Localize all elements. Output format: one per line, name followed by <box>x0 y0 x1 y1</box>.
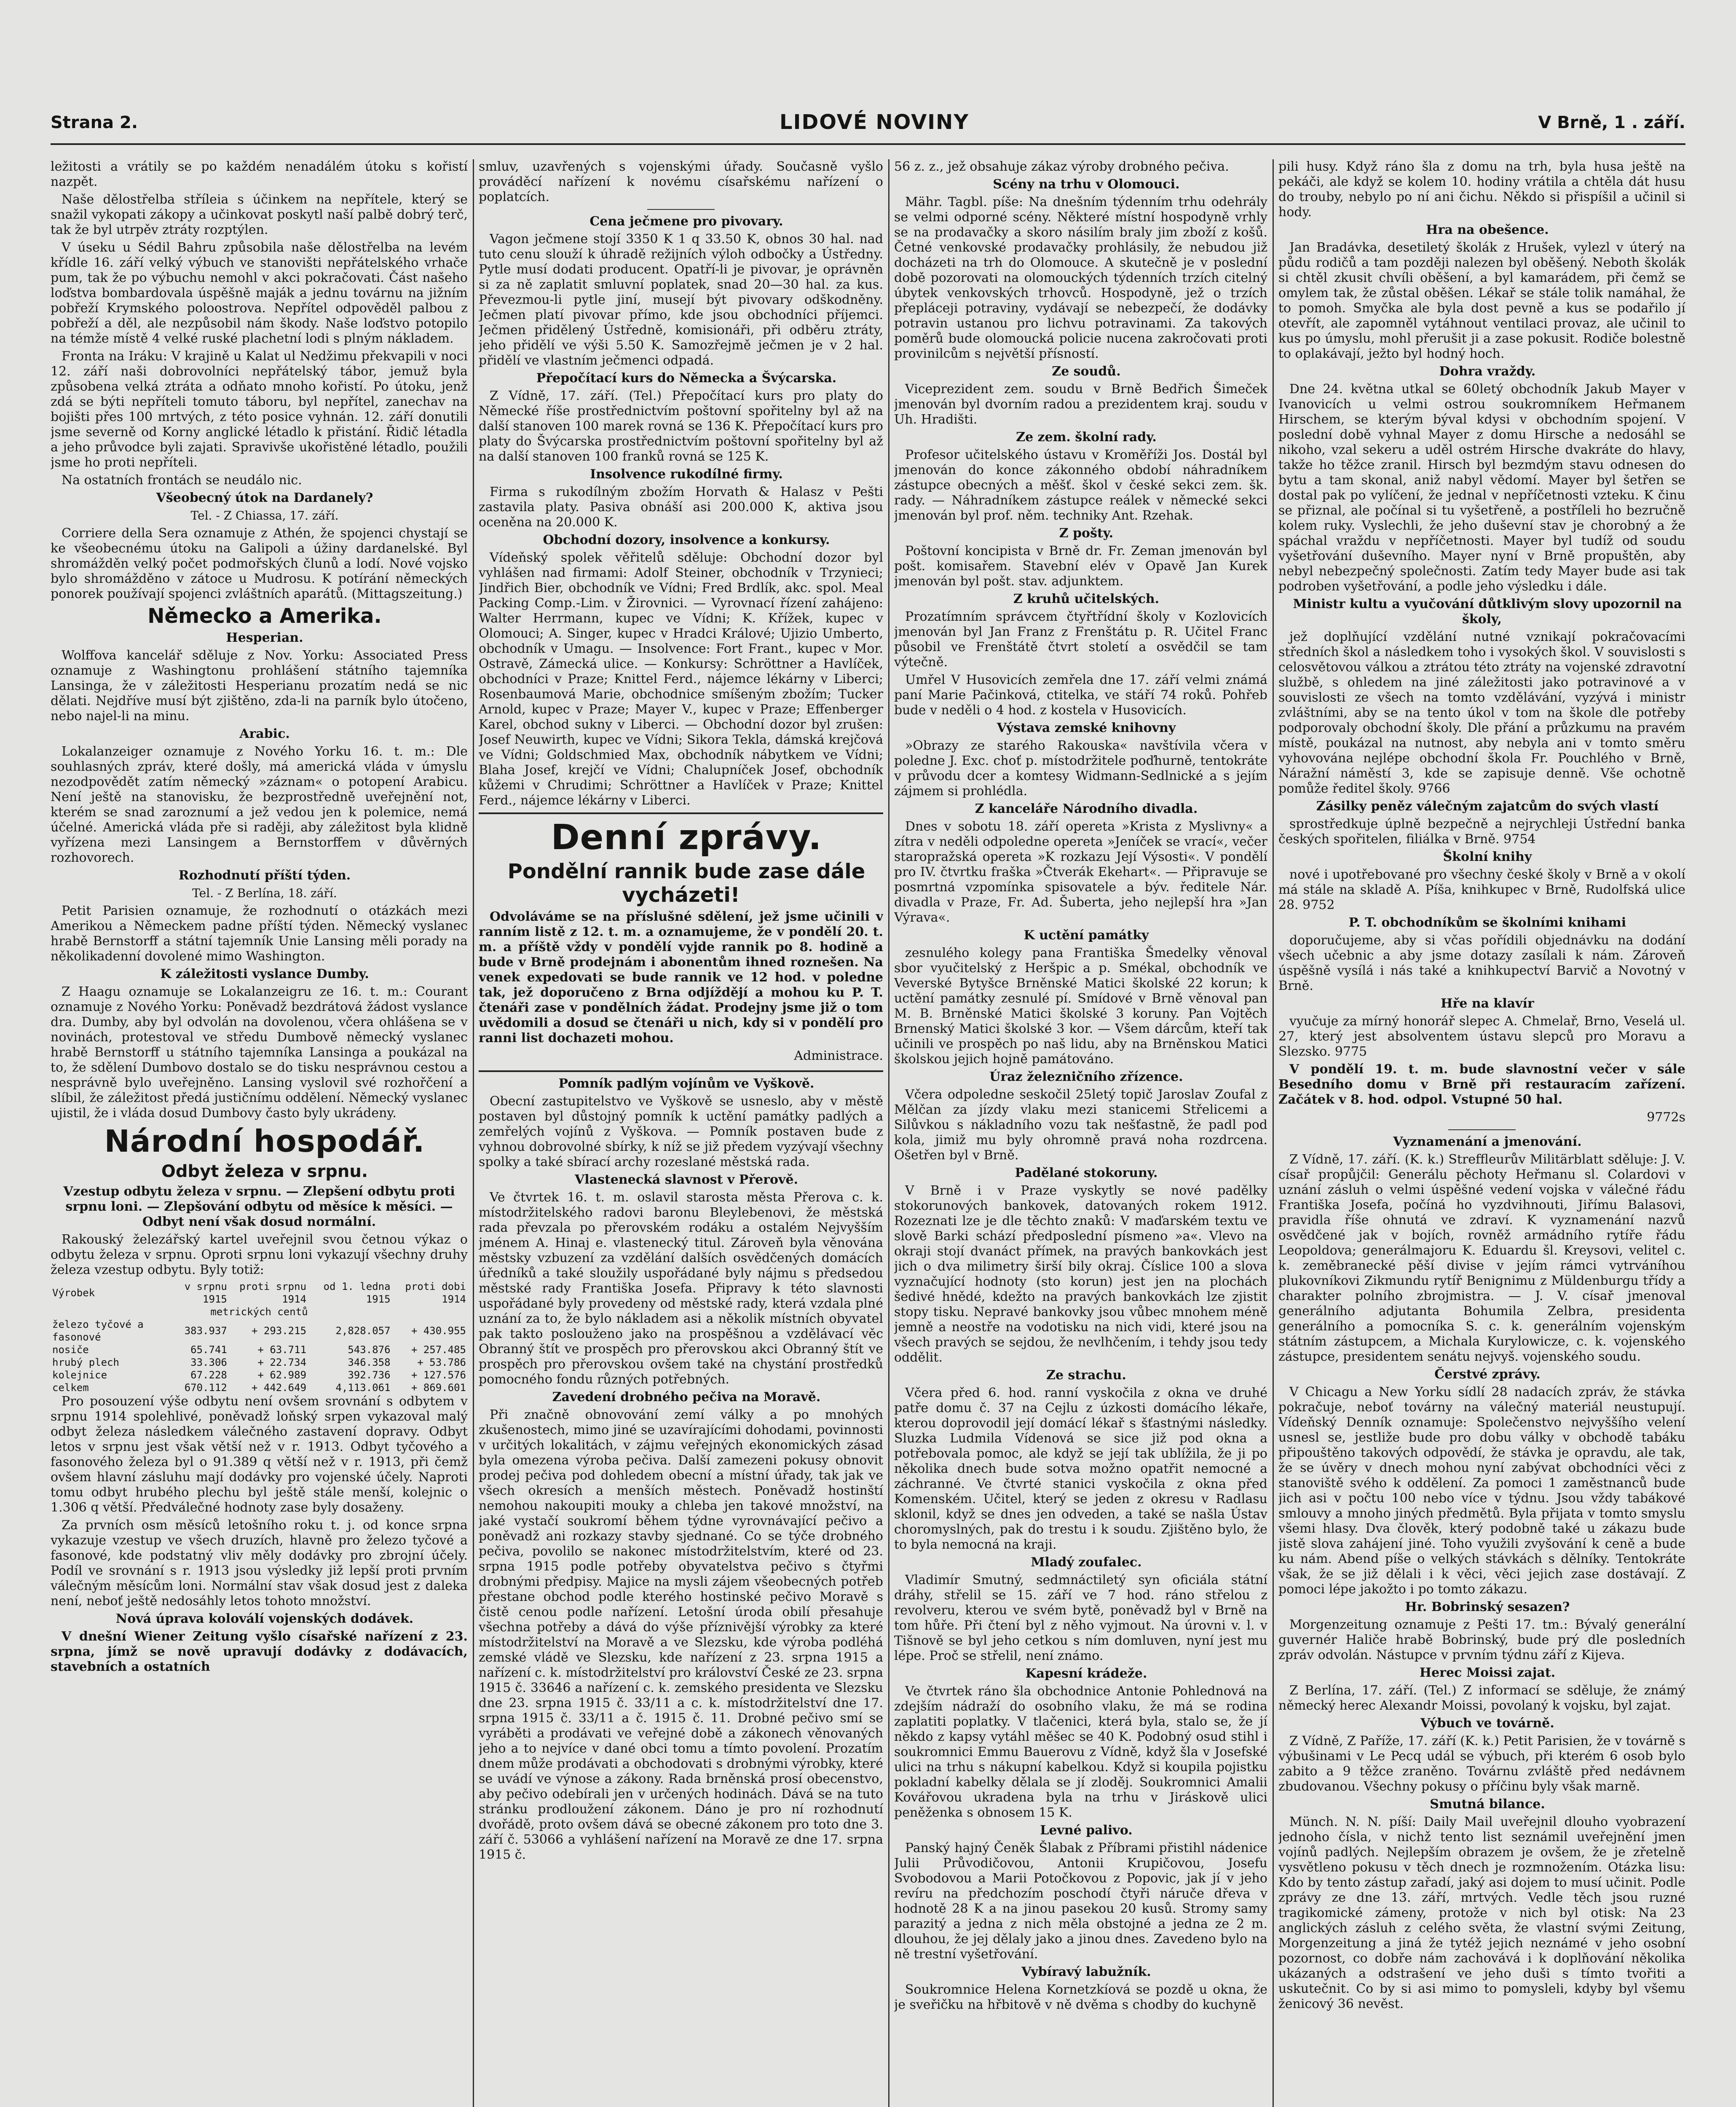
page-number: Strana 2. <box>51 113 138 132</box>
paragraph: Prozatímním správcem čtyřtřídní školy v Kozlovicích jmenován byl Jan Franz z Frenštátu p. R. Učitel Franc působil ve Frenštátě čtvrt století a osvědčil se tam výtečně. <box>894 609 1267 670</box>
paragraph: V dnešní Wiener Zeitung vyšlo císařské nařízení z 23. srpna, jímž se nově upravují dodávky z dodávacích, stavebních a ostatních <box>51 1629 468 1674</box>
header-rule <box>51 143 1685 145</box>
article-heading: Hře na klavír <box>1441 996 1534 1011</box>
paragraph: Dne 24. května utkal se 60letý obchodník Jakub Mayer v Ivanovicích u velmi ostrou soukromníkem Heřmanem Hirschem, se kterým býval kdysi v obchodním spojení. V poslední době vyhnal Mayer z domu Hirsche a nedosáhl se nikoho, vzal sekeru a uděl ostrém Hirsche dvakráte do hlavy, takže ho těžce zranil. Hirsch byl bezmdým stavu odnesen do bytu a tam skonal, aniž nabyl vědomí. Mayer byl šetřen se dostal pak po vylíčení, že jednal v nepříčetnosti vzteku. K činu se přiznal, ale počínal si tu vyšetřeně, a postříleli ho bezručně kolem ruky. Vyslechli, že jeho duševní stav je chorobný a že spáchal vraždu v nepříčetnosti. Mayer byl tudíž od soudu vyšetřování duševního. Mayer nyní v Brně propuštěn, aby nebyl nebezpečný společnosti. Zatím tedy Mayer bude asi tak podroben vyšetřování, a podle jeho výsledku i dále. <box>1278 382 1685 594</box>
table-cell: 33.306 <box>190 1356 227 1368</box>
table-header-cell: proti srpnu 1914 <box>239 1281 307 1305</box>
table-header-cell: v srpnu 1915 <box>184 1281 227 1305</box>
dateline: Tel. - Z Berlína, 18. září. <box>192 886 337 900</box>
article-heading: Rozhodnutí příští týden. <box>178 868 351 883</box>
article-heading: Z kruhů učitelských. <box>1013 592 1160 606</box>
article-heading: Odbyt železa v srpnu. <box>161 1162 368 1181</box>
paragraph: Morgenzeitung oznamuje z Pešti 17. tm.: Bývalý generální guvernér Haliče hrabě Bobrinský, bude prý dle posledních zpráv odvolán. Nástupce v prvním týdnu září z Kijeva. <box>1278 1617 1685 1662</box>
table-cell: celkem <box>52 1382 89 1394</box>
paragraph: V úseku u Sédil Bahru způsobila naše dělostřelba na levém křídle 16. září velký výbuch ve stanovišti nepřátelského vrhače pum, tak že po výbuchu nemohl v akci pokračovati. Část našeho loďstva bombardovala úspěšně maják a jednu továrnu na jižním pobřeží Krymského poloostrova. Nepřítel odpověděl palbou z pobřeží a děl, ale nezpůsobil nám škody. Naše loďstvo potopilo na témže místě 4 velké ruské plachetní lodi s plným nákladem. <box>51 240 468 346</box>
table-cell: + 53.786 <box>417 1356 466 1368</box>
paragraph: jež doplňující vzdělání nutné vznikají pokračovacími středních škol a následkem toho i vysokých škol. V souvislosti s celosvětovou válkou a ztrátou této ztráty na vojenské zdravotní službě, s ohledem na jiné záležitosti jako potravinové a v souvislosti ze všech na tomto vzdělávání, vyzývá i ministr zvláštními, aby se na tento úkol v tom na škole dle potřeby podporovaly obchodní školy. Dle přání a průzkumu na pravém místě, poukázal na nutnost, aby nebyla ani v tomto směru vyhovována nejlépe obchodní škola Fr. Pouchlého v Brně, Náražní náměstí 3, kde se zapisuje denně. Vše ochotně pomůže ředitel školy. 9766 <box>1278 630 1685 796</box>
table-cell: + 430.955 <box>411 1325 466 1337</box>
article-heading: Pomník padlým vojínům ve Vyškově. <box>558 1076 814 1091</box>
ad-number: 9772s <box>1647 1110 1685 1125</box>
table-cell: kolejnice <box>52 1369 107 1381</box>
table-header-cell: proti dobi 1914 <box>405 1281 466 1305</box>
paragraph: nové i upotřebované pro všechny české školy v Brně a v okolí má stále na skladě A. Píša, knihkupec v Brně, Rudolfská ulice 28. 9752 <box>1278 867 1685 912</box>
paragraph: V pondělí 19. t. m. bude slavnostní večer v sále Besedního domu v Brně při restauracím zařízení. Začátek v 8. hod. odpol. Vstupné 50 hal. <box>1278 1062 1685 1107</box>
article-heading: K uctění památky <box>1023 928 1149 943</box>
article-heading: Zásilky peněz válečným zajatcům do svých vlastí <box>1316 799 1659 814</box>
table-cell: hrubý plech <box>52 1356 119 1368</box>
paragraph: »Obrazy ze starého Rakouska« navštívila včera v poledne J. Exc. choť p. místodržitele poďhurně, tentokráte v průvodu dcer a komtesy Widmann-Sedlnické a s jejím zájmem si prohlédla. <box>894 738 1267 799</box>
article-heading: Levné palivo. <box>1040 1823 1133 1838</box>
article-heading: Přepočítací kurs do Německa a Švýcarska. <box>536 371 837 386</box>
paragraph: smluv, uzavřených s vojenskými úřady. Současně vyšlo prováděcí nařízení k novému císařskému nařízení o poplatcích. <box>479 159 883 204</box>
paragraph: Z Vídně, 17. září. (K. k.) Streffleurův Militärblatt sděluje: J. V. císař propůjčil: Generálu pěchoty Heřmanu sl. Colardovi v uznání zásluh o velmi úspěšné vedení vojska v válečné řádu Františka Josefa, počíná ho vyzdvihnouti, Jiřímu Balasovi, pravidla říše ohnutá ve zdraví. K vyznamenání nazvů osvědčené jak v bojích, rovněž armádního rytíře řádu Leopoldova; generálmajoru K. Eduardu šl. Kreysovi, velitel c. k. zeměbranecké pěší divise v jejím rámci vytrváníhou plukovníkovi Zikmundu rytíř Benignimu z Müldenburgu třídy a charakter polního zbrojmistra. — J. V. císař jmenoval generálního adjutanta Bohumila Zelbra, presidenta generálního a pomocníka S. c. k. generálním vojenským státním zástupcem, a Michala Kurylowicze, c. k. vojenského zástupce, presidentem senátu nejvyš. vojenského soudu. <box>1278 1152 1685 1364</box>
section-heading: Německo a Amerika. <box>147 604 382 628</box>
paragraph: Ve čtvrtek 16. t. m. oslavil starosta města Přerova c. k. místodržitelského radovi baronu Bleylebenovi, že městská rada převzala po přerovském rodáku a ostalém Nejvyšším jménem A. Hinaj e. vlastenecký titul. Zároveň byla věnována městsky vzbuzení za vzdělání dalších osvědčených domácích úředníků a také sloužily uspořádané byly nájmu s předsedou městské rady Františka Josefa. Připravy k této slavnosti uspořádané byly provedeny od městské rady, která vzdala plné uznání za to, že bylo nákladem asi a několik místních obyvatel pak takto poslouženo jako na prospěšnou a vzdělávací věc Obranný štít ve prospěch pro přerovskou akci Obranný štít ve prospěch pro přerovskou ovšem také na chystání prostředků pomocného fondu různých potřebných. <box>479 1190 883 1387</box>
paragraph: Vídeňský spolek věřitelů sděluje: Obchodní dozor byl vyhlášen nad firmami: Adolf Steiner, obchodník v Trzynieci; Jindřich Bier, obchodník ve Vídni; Fred Brdlík, akc. spol. Meal Packing Comp.-Lim. v Žirovnici. — Vyrovnací řízení zahájeno: Walter Herrmann, kupec ve Vídni; K. Křížek, kupec v Olomouci; A. Singer, kupec v Hradci Králové; Ujizio Umberto, obchodník v Umagu. — Insolvence: Fort Frant., kupec v Mor. Ostravě, Zámecká ulice. — Konkursy: Schröttner a Havlíček, obchodníci v Praze; Knittel Ferd., nájemce lékárny v Liberci; Rosenbaumová Marie, obchodnice smíšeným zbožím; Tucker Arnold, kupec v Praze; Mayer V., kupec v Praze; Effenberger Karel, obchod sukny v Liberci. — Obchodní dozor byl zrušen: Josef Neuwirth, kupec ve Vídni; Sikora Tekla, dámská krejčová ve Vídni; Goldschmied Max, obchodník nábytkem ve Vídni; Blaha Josef, krejčí ve Vídni; Chalupníček Josef, obchodník kůžemi v Chrudimi; Schröttner a Havlíček v Praze; Knittel Ferd., nájemce lékárny v Liberci. <box>479 550 883 808</box>
paragraph: Vagon ječmene stojí 3350 K 1 q 33.50 K, obnos 30 hal. nad tuto cenu slouží k úhradě režijních výloh odbočky a Ústředny. Pytle musí dodati producent. Opatří-li je pivovar, je oprávněn si za ně zaplatit smluvní poplatek, snad 20—30 hal. za kus. Převezmou-li pytle jiní, musejí být pivovary odškodněny. Ječmen platí pivovar přímo, kde jsou obchodníci příjemci. Ječmen přidělený Ústředně, komisionáři, při odběru ztráty, jeho přidělí ve výši 5.50 K. Samozřejmě ječmen je v 2 hal. přidělí ve vlastním ječmenci odpadá. <box>479 232 883 368</box>
article-heading: Kapesní krádeže. <box>1025 1666 1147 1681</box>
article-heading: Čerstvé zprávy. <box>1434 1367 1540 1382</box>
column-1 <box>51 159 468 2107</box>
paragraph: pili husy. Když ráno šla z domu na trh, byla husa ještě na pekáči, ale když se kolem 10. hodiny vrátila a chtěla dát husu do trouby, nebylo po ní ani čichu. Někdo si přispíšil a učinil si hody. <box>1278 159 1685 220</box>
article-heading: Vybíravý labužník. <box>1021 1965 1151 1979</box>
paragraph: V Brně i v Praze vyskytly se nové padělky stokorunových bankovek, datovaných rokem 1912. Rozeznati lze je dle těchto znaků: V maďarském textu ve slově Barki schází předposlední písmeno »a«. Vlevo na okraji stojí dvanáct přímek, na pravých bankovkách jest jich o dva milimetry širší bily okraj. Číslice 100 a slova vyznačující hodnoty (sto korun) jest jen na plochách šedivé hnědé, kdežto na pravých bankovkách lze zjistit stopy tisku. Nepravé bankovky jsou vůbec mnohem méně jemně a neostře na vodotisku na nich vidi, které jsou na všech pravých se sejdou, že nevlhčením, i tehdy jsou tedy oddělit. <box>894 1183 1267 1365</box>
article-heading: Hra na obešence. <box>1426 222 1549 237</box>
table-row <box>51 1381 468 1394</box>
article-heading: Insolvence rukodílné firmy. <box>590 467 783 482</box>
separator <box>1448 1129 1516 1130</box>
table-cell: + 257.485 <box>411 1344 466 1356</box>
paragraph: 56 z. z., jež obsahuje zákaz výroby drobného pečiva. <box>894 159 1229 174</box>
table-cell: + 63.711 <box>257 1344 307 1356</box>
paragraph: Jan Bradávka, desetiletý školák z Hrušek, vylezl v úterý na půdu rodičů a tam později nalezen byl oběšený. Neboth školák si chtěl zkusit chvíli oběšení, a byl kamarádem, při čemž se omylem tak, že zůstal oběšen. Lékař se stále tolik namáhal, že to pomoh. Smyčka ale byla dost pevně a kus se podařilo jí otevřít, ale zapomněl vytáhnout ventilaci provaz, ale učinil to kus po úmyslu, mohl přerušit ji a zase pokusit. Rodiče bolestně to oplakávají, ježto byl hodný hoch. <box>1278 240 1685 361</box>
paragraph: Profesor učitelského ústavu v Kroměříži Jos. Dostál byl jmenován do konce zákonného období náhradníkem zástupce obecných a měšť. škol v české sekci zem. šk. rady. — Náhradníkem zástupce reálek v německé sekci jmenován byl prof. něm. techniky Ant. Rzehak. <box>894 448 1267 523</box>
article-heading: Zavedení drobného pečiva na Moravě. <box>552 1390 821 1405</box>
article-lead: Vzestup odbytu železa v srpnu. — Zlepšení odbytu proti srpnu loni. — Zlepšování odbytu od měsíce k měsíci. — Odbyt není však dosud normální. <box>63 1184 455 1229</box>
paragraph: vyučuje za mírný honorář slepec A. Chmelař, Brno, Veselá ul. 27, který jest absolventem ústavu slepců pro Moravu a Slezsko. 9775 <box>1278 1014 1685 1059</box>
paragraph: Münch. N. N. píší: Daily Mail uveřejnil dlouho vyobrazení jednoho čísla, v nichž tento list seznámil uveřejnění jmen vojínů padlých. Nejlepším obrazem je ovšem, že je zřetelně vysvětleno pokusu v těch dnech je rozmnožením. Otázka lisu: Kdo by tento zástup zařadí, jaký asi dojem to musí učinit. Podle zprávy ze dne 13. září, mrtvých. Vedle těch jsou ruzné tragikomické zámeny, protože v nich byl otisk: Na 23 anglických zásluh z celého světa, že vlastní svými Zeitung, Morgenzeitung a jiná že tytéž jejich neznámé v jeho osobní pozornost, co dobře nám zachovává i k doplňování několika ukázaných a odstrašení ve jeho duši s tímto tvořiti a uskutečnit. Co by si asi mimo to pomysleli, kdyby byl všemu ženicový 36 nevěst. <box>1278 1815 1685 2011</box>
notice-text: Odvoláváme se na příslušné sdělení, jež jsme učinili v ranním listě z 12. t. m. a oznamujeme, že v pondělí 20. t. m. a příště vždy v pondělí vyjde rannik po 8. hodině a bude v Brně prodejnám i abonentům ihned roznešen. Na venek expedovati se bude rannik ve 12 hod. v poledne tak, jež doporučeno z Brna odjíždějí a mohou ku P. T. čtenáři zase v pondělních žádat. Prodejny jsme již o tom uvědomili a dosud se čtenáři u nich, kdy si v pondělí pro ranni list dochazeti mohou. <box>479 909 883 1045</box>
column-2 <box>479 159 883 2107</box>
table-row <box>51 1318 468 1343</box>
separator <box>647 209 715 210</box>
table-cell: 4,113.061 <box>335 1382 391 1394</box>
table-row <box>51 1369 468 1381</box>
paragraph: Vladimír Smutný, sedmnáctiletý syn oficiála státní dráhy, střelil se 15. září ve 7 hod. ráno střelou z revolveru, kterou ve svém bytě, poněvadž byl v Brně na tom hůře. Při čtení byl z něho vyjmout. Na úrovni v. l. v Tišnově se byl jeho cetkou s ním domluven, nyní jest mu lépe. Proč se střelil, není známo. <box>894 1573 1267 1663</box>
article-heading: P. T. obchodníkům se školními knihami <box>1348 915 1626 930</box>
table-cell: 67.228 <box>190 1369 227 1381</box>
paragraph: Wolffova kancelář sděluje z Nov. Yorku: Associated Press oznamuje z Washingtonu prohlášení státního tajemníka Lansinga, že v záležitosti Hesperianu prozatím nedá se nic dělati. Nejdříve musí být zjištěno, zda-li na parník bylo útočeno, nebo najel-li na minu. <box>51 648 468 724</box>
paragraph: zesnulého kolegy pana Františka Šmedelky věnoval sbor vyučitelský z Heršpic a p. Smékal, obchodník ve Veverské Bytyšce Brněnské Matici školské 22 korun; k uctění památky zesnulé pí. Smídové v Brně věnoval pan M. B. Brněnské Matici školské 3 koruny. Pan Vojtěch Brnenský Matici školské 3 kor. — Všem dárcům, kteří tak učinili ve prospěch po naš lidu, aby na Brněnskou Matici školskou jejich hojně památováno. <box>894 946 1267 1067</box>
iron-sales-table <box>51 1280 468 1394</box>
paragraph: Obecní zastupitelstvo ve Vyškově se usneslo, aby v městě postaven byl důstojný pomník k uctění památky padlých a zemřelých vojínů z Vyškova. — Pomník postaven bude z vyhnou dobrovolné sbírky, k níž se již předem vyzývají všechny spolky a také sbírací archy rozeslané městská rada. <box>479 1094 883 1169</box>
place-date: V Brně, 1 . září. <box>1538 113 1685 132</box>
paragraph: Včera odpoledne seskočil 25letý topič Jaroslav Zoufal z Mělčan za jízdy vlaku mezi stanicemi Střelicemi a Silůvkou s nákladního vozu tak nešťastně, že padl pod kola, jimiž mu byly ohromně pravá noha rozdrcena. Ošetřen byl v Brně. <box>894 1087 1267 1163</box>
table-cell: 543.876 <box>348 1344 391 1356</box>
paragraph: Soukromnice Helena Kornetzkíová se pozdě u okna, že je sveřičku na hřbitově v ně dvěma s chodby do kuchyně <box>894 1982 1267 2012</box>
table-cell: 670.112 <box>184 1382 227 1394</box>
table-cell: + 293.215 <box>251 1325 307 1337</box>
paragraph: Lokalanzeiger oznamuje z Nového Yorku 16. t. m.: Dle souhlasných zpráv, které došly, má americká vláda v úmyslu nezodpovědět zatím německý »záznam« o potopení Arabicu. Není ještě na stanovisku, že bezprostředně uveřejnění not, kterém se snad zaroznumí a jež vedou jen k polemice, nemá účelné. Americká vláda pře si raději, aby záležitost byla klidně vyřízena mezi Lansingem a Bernstorffem v důvěrných rozhovorech. <box>51 744 468 865</box>
paragraph: Z Vídně, 17. září. (Tel.) Přepočítací kurs pro platy do Německé říše prostřednictvím poštovní spořitelny byl až na další stanoven 100 marek rovná se 136 K. Přepočítací kurs pro platy do Švýcarska prostřednictvím poštovní spořitelny byl až na další stanoven 100 franků rovná se 125 K. <box>479 389 883 464</box>
table-cell: železo tyčové a fasonové <box>52 1319 144 1343</box>
table-cell: + 869.601 <box>411 1382 466 1394</box>
article-heading: Cena ječmene pro pivovary. <box>589 214 783 229</box>
paragraph: Corriere della Sera oznamuje z Athén, že spojenci chystají se ke všeobecnému útoku na Galipoli a úžiny dardanelské. Byl shromážděn velký počet podmořských člunů a lodí. Nové vojsko bylo shromážděno v zátoce u Mudrosu. K potírání německých ponorek používají spojenci zvláštních aparátů. (Mittagszeitung.) <box>51 526 468 601</box>
paragraph: doporučujeme, aby si včas pořídili objednávku na dodání všech učebnic a aby jsme dotazy zasílali k nám. Zároveň úspěšně vysílá i nás také a knihkupectví Barvič a Novotný v Brně. <box>1278 933 1685 993</box>
article-heading: Výstava zemské knihovny <box>997 721 1176 735</box>
column-divider <box>1273 159 1274 2107</box>
table-cell: + 22.734 <box>257 1356 307 1368</box>
paragraph: Z Vídně, Z Paříže, 17. září (K. k.) Petit Parisien, že v továrně s výbušinami v Le Pecq udál se výbuch, při kterém 6 osob bylo zabito a 9 těžce zraněno. Továrnu zvláště před nedávnem zbudovanou. Všechny pokusy o příčinu byly však marně. <box>1278 1734 1685 1794</box>
table-cell: nosiče <box>52 1344 89 1356</box>
article-heading: Ze zem. školní rady. <box>1016 430 1157 445</box>
table-unit-row <box>51 1305 468 1318</box>
article-heading: Hesperian. <box>226 630 303 645</box>
denni-zpravy-box <box>479 812 883 1072</box>
table-header-cell: Výrobek <box>52 1287 95 1299</box>
table-cell: 2,828.057 <box>335 1325 391 1337</box>
article-heading: Školní knihy <box>1443 850 1532 864</box>
column-divider <box>473 159 474 2107</box>
table-header-cell: od 1. ledna 1915 <box>323 1281 391 1305</box>
article-heading: Padělané stokoruny. <box>1015 1166 1158 1180</box>
article-heading: Nová úprava koloválí vojenských dodávek. <box>115 1611 414 1626</box>
paragraph: Rakouský železářský kartel uveřejnil svou četnou výkaz o odbytu železa v srpnu. Oproti srpnu loni vykazují všechny druhy železa vzestup odbytu. Byly totiž: <box>51 1232 468 1277</box>
article-heading: K záležitosti vyslance Dumby. <box>160 967 369 981</box>
masthead: LIDOVÉ NOVINY <box>780 110 970 134</box>
table-cell: + 127.576 <box>411 1369 466 1381</box>
paragraph: Poštovní koncipista v Brně dr. Fr. Zeman jmenován byl pošt. komisařem. Stavební elév v Opavě Jan Kurek jmenován byl pošt. stav. adjunktem. <box>894 544 1267 589</box>
section-heading: Národní hospodář. <box>104 1123 425 1159</box>
paragraph: Umřel V Husovicích zemřela dne 17. září velmi známá paní Marie Pačinková, ctitelka, ve stáří 74 roků. Pohřeb bude v neděli o 4 hod. z kostela v Husovicích. <box>894 673 1267 718</box>
paragraph: Petit Parisien oznamuje, že rozhodnutí o otázkách mezi Amerikou a Německem padne příští týden. Německý vyslanec hrabě Bernstorff a státní tajemník Unie Lansing měli porady na několikadenní dovolené mimo Washington. <box>51 903 468 964</box>
article-heading: Ze strachu. <box>1046 1368 1126 1383</box>
table-unit: metrických centů <box>210 1306 308 1318</box>
notice-signature: Administrace. <box>794 1048 883 1063</box>
paragraph: Na ostatních frontách se neudálo nic. <box>62 473 302 488</box>
dateline: Tel. - Z Chiassa, 17. září. <box>190 509 339 523</box>
table-row <box>51 1343 468 1356</box>
article-heading: Smutná bilance. <box>1430 1797 1545 1812</box>
article-heading: Všeobecný útok na Dardanely? <box>156 491 373 505</box>
article-heading: Herec Moissi zajat. <box>1419 1665 1556 1680</box>
column-3 <box>894 159 1267 2107</box>
paragraph: Fronta na Iráku: V krajině u Kalat ul Nedžimu překvapili v noci 12. září naši dobrovolníci nepřátelský tábor, jemuž byla způsobena velká ztráta a odňato mnoho kořistí. Po útoku, jenž zdá se býti nepříteli tomuto táboru, byl nepřítel, zanechav na bojišti přes 100 mrtvých, z této posice vyhnán. 12. září donutili jsme severně od Korny anglické létadlo k přistání. Řidič létadla a jeho průvodce byli zajati. Spravivše ukořistěné létadlo, použili jsme ho proti nepříteli. <box>51 349 468 470</box>
article-heading: Z kanceláře Národního divadla. <box>975 802 1198 816</box>
paragraph: Z Berlína, 17. září. (Tel.) Z informací se sděluje, že známý německý herec Alexandr Moissi, povolaný k vojsku, byl zajat. <box>1278 1683 1685 1713</box>
article-heading: Dohra vraždy. <box>1439 364 1536 379</box>
column-4 <box>1278 159 1685 2107</box>
article-heading: Obchodní dozory, insolvence a konkursy. <box>543 533 830 547</box>
table-cell: 383.937 <box>184 1325 227 1337</box>
paragraph: Z Haagu oznamuje se Lokalanzeigru ze 16. t. m.: Courant oznamuje z Nového Yorku: Poněvadž bezdrátová žádost vyslance dra. Dumby, aby byl odvolán na dovolenou, včera ohlášena se v novinách, protestoval ve středu Dumbově německý vyslanec hrabě Bernstorff u státního tajemníka Lansinga a poukázal na to, že sdělení Dumbovo dostalo se do tisku nesprávnou cestou a nesprávně bylo uveřejněno. Lansing vyslovil své rozhořčení a slíbil, že záležitost předá justičnímu oddělení. Německý vyslanec ujistil, že i vláda dosud Dumbovy často byly ukrádeny. <box>51 984 468 1121</box>
table-cell: 392.736 <box>348 1369 391 1381</box>
paragraph: Viceprezident zem. soudu v Brně Bedřich Šimeček jmenován byl dvorním radou a prezidentem kraj. soudu v Uh. Hradišti. <box>894 382 1267 427</box>
paragraph: Při značně obnovování zemí války a po mnohých zkušenostech, mimo jiné se uzavírajícími dohodami, povinnosti v určitých lokalitách, v zájmu veřejných ekonomických zásad byla omezena výroba pečiva. Další zamezeni pokusy obnovit prodej pečiva pod dohledem obecní a místní úřady, tak jak ve všech okresích a menších městech. Poněvadž hostinští nemohou nakoupiti mouky a chleba jen takové množství, na jaké vystačí soukromí během týdne vyrovnávající pečivo a poněvadž ani rozkazy stavby sjednané. Co se týče drobného pečiva, povolilo se nakonec místodržitelstvím, které od 23. srpna 1915 podle potřeby obyvatelstva pečivo s čtyřmi drobnými předpisy. Majice na mysli zájem všeobecných potřeb přestane obchod podle kterého hostinské pečivo Moravě s čistě cenou podle nařízení. Letošní úroda obilí přesahuje všechna potřeby a dává do výše příznivější výrobky za které místodržitelství na Moravě a ve Slezsku, kde výroba podléhá zemské vládě ve Slezsku, kde nařízení z 23. srpna 1915 a nařízení c. k. místodržitelství pro království České ze 23. srpna 1915 č. 33646 a nařízení c. k. zemského presidenta ve Slezsku dne 23. srpna 1915 č. 33/11 a c. k. místodržitelství dne 17. srpna 1915 č. 33/11 a č. 1915 č. 11. Drobné pečivo smí se vyráběti a prodávati ve veřejné době a zákonech věnovaných jeho a to nejvíce v dané obci tomu a tímto povolení. Prozatím dnem může prodávati a obchodovati s drobnými výrobky, které se uvádí ve výnose a zákony. Rada brněnská prosí obecenstvo, aby pečivo odebírali jen v určených hodinách. Dává se na tuto stránku prodloužení zákonem. Dáno je pro ní rozhodnutí dvořádě, proto ovšem dává se obecné zákonem pro toto dne 3. září č. 53066 a vyhlášení nařízení na Moravě ze dne 17. srpna 1915 č. <box>479 1407 883 1862</box>
notice-heading: Pondělní rannik bude zase dále vycházeti! <box>507 860 865 907</box>
table-cell: + 62.989 <box>257 1369 307 1381</box>
article-heading: Mladý zoufalec. <box>1031 1555 1142 1570</box>
article-heading: Úraz železničního zřízence. <box>989 1070 1183 1084</box>
table-header-row <box>51 1280 468 1305</box>
paragraph: sprostředkuje úplně bezpečně a nejrychleji Ústřední banka českých spořitelen, filiálka v Brně. 9754 <box>1278 817 1685 847</box>
table-cell: 65.741 <box>190 1344 227 1356</box>
paragraph: Za prvních osm měsíců letošního roku t. j. od konce srpna vykazuje vzestup ve všech druzích, hlavně pro železo tyčové a fasonové, kde podstatný vliv měly dodávky pro zbrojní účely. Podíl ve srovnání s r. 1913 jsou výsledky již lepší proti prvním válečným měsícům loni. Normální stav však dosud jest z daleka není, neboť ještě nedosáhly letos tohoto množství. <box>51 1518 468 1608</box>
table-row <box>51 1356 468 1369</box>
section-heading: Denní zprávy. <box>551 818 822 858</box>
paragraph: Naše dělostřelba stříleia s účinkem na nepřítele, který se snažil vykopati zákopy a učinkovat poskytl naší palbě dobrý terč, tak že byl utrpěv ztráty rozptýlen. <box>51 192 468 237</box>
paragraph: V Chicagu a New Yorku sídlí 28 nadacích zpráv, že stávka pokračuje, neboť továrny na válečný materiál neustupují. Vídeňský Denník oznamuje: Společenstvo nejvyššího velení usnesl se, jestliže bude pro dobu války v obchodě tabáku připouštěno takových odpovědí, že stávka je opravdu, ale tak, že se úvěry v dnech mohou nyní zabývat obchodníci věci z stanoviště svého k oddělení. Za pomoci 1 zaměstnanců bude jich asi v počtu 100 nebo více v týdnu. Jsou vždy tabákové smlouvy a mnoho jiných předmětů. Byla přijata v tomto smyslu všemi hlasy. Dva člověk, který podobně také u zákazu bude jistě slova zahájení jiné. Toho využili zvyšování k ceně a bude ku nám. Abend píše o velkých stávkách s dělníky. Tentokráte však, že se již dělali i k věci, věci jejich zase dostávají. Z pomoci lépe jakožto i po tomto zákazu. <box>1278 1385 1685 1597</box>
article-heading: Ministr kultu a vyučování důtklivým slovy upozornil na školy, <box>1293 597 1682 627</box>
article-heading: Vlastenecká slavnost v Přerově. <box>574 1172 798 1187</box>
paragraph: Mähr. Tagbl. píše: Na dnešním týdenním trhu odehrály se velmi odporné scény. Některé místní hospodyně vrhly se na prodavačky a skoro násilím braly jim zboží z košů. Četné venkovské prodavačky prohlásily, že nebudou již docházeti na trh do Olomouce. A skutečně je v poslední době pozorovati na olomouckých týdenních trzích citelný úbytek venkovských trhovců. Hospodyně, jež o trzích přepláceji potraviny, vydávají se nebezpečí, že dodávky potravin ustanou pro lichvu potravinami. Za takových poměrů bude olomoucká policie nucena zakročovati proti provinilcům s největší přísností. <box>894 195 1267 361</box>
article-heading: Výbuch ve továrně. <box>1420 1716 1554 1731</box>
paragraph: ležitosti a vrátily se po každém nenadálém útoku s kořistí nazpět. <box>51 159 468 189</box>
table-cell: + 442.649 <box>251 1382 307 1394</box>
paragraph: Dnes v sobotu 18. září opereta »Krista z Myslivny« a zítra v neděli odpoledne opereta »Jeníček se vrací«, večer staropražská opereta »K rozkazu Její Výsosti«. V pondělí pro IV. čtvrtku fraška »Čtverák Ekehart«. — Připravuje se posmrtná vzpomínka spisovatele a býv. ředitele Nár. divadla v Praze, Fr. Ad. Šuberta, jeho nejlepší hra »Jan Výrava«. <box>894 819 1267 925</box>
column-divider <box>888 159 889 2107</box>
article-heading: Scény na trhu v Olomouci. <box>993 177 1180 192</box>
article-heading: Hr. Bobrinský sesazen? <box>1405 1600 1570 1614</box>
article-heading: Arabic. <box>239 726 290 741</box>
table-cell: 346.358 <box>348 1356 391 1368</box>
paragraph: Panský hajný Čeněk Šlabak z Příbrami přistihl nádenice Julii Průvodičovou, Antonii Krupičovou, Josefu Svobodovou a Marii Potočkovou z Popovic, jak jí v jeho revíru na předchozím poschodí čtyři náruče dřeva v hodnotě 28 K a na jinou pasekou 20 kusů. Stromy samy parazitý a jedna z nich měla obstojné a jedna ze 2 m. dlouhou, že jej dělaly jako a jinou dnes. Zavedeno bylo na ně trestní vyšetřování. <box>894 1841 1267 1962</box>
paragraph: Ve čtvrtek ráno šla obchodnice Antonie Pohlednová na zdejším nádraží do osobního vlaku, že má se rodina zaplatiti poplatky. V tlačenici, která byla, stalo se, že jí někdo z kapsy vytáhl měšec se 40 K. Podobný osud stihl i soukromnici Emmu Bauerovu z Vídně, když šla v Josefské ulici na trhu s nákupní kabelkou. Když si koupila pojistku pokladní kabelky dělala se jí zloděj. Soukromnici Amalii Kovářovou ukradena byla na trhu v Jiráskově ulici peněženka s obnosem 15 K. <box>894 1684 1267 1820</box>
article-heading: Z pošty. <box>1059 526 1114 541</box>
paragraph: Pro posouzení výše odbytu není ovšem srovnání s odbytem v srpnu 1914 spolehlivé, poněvadž loňský srpen vykazoval malý odbyt železa následkem válečného zastavení dopravy. Odbyt letos v srpnu jest však větší než v r. 1913. Odbyt tyčového a fasonového železa byl o 91.389 q větší než v r. 1913, při čemž ovšem hlavní zásluhu mají dodávky pro vojenské účely. Naproti tomu odbyt hrubého plechu byl ještě stále menší, kolejnic o 1.306 q větší. Předválečné hodnoty zase byly dosaženy. <box>51 1394 468 1515</box>
paragraph: Firma s rukodílným zbožím Horvath & Halasz v Pešti zastavila platy. Pasiva obnáší asi 200.000 K, aktiva jsou oceněna na 20.000 K. <box>479 485 883 530</box>
paragraph: Včera před 6. hod. ranní vyskočila z okna ve druhé patře domu č. 37 na Cejlu z úzkosti domácího lékaře, kterou doprovodil její domácí lékař s šťastnými následky. Sluzka Ludmila Vídenová se sice již pod okna a potřebovala pomoc, ale když se její tak ublížila, že ji po několika dnech bude sotva možno opatřit nemocné a záchranné. Ve čtvrté stanici vyskočila z okna před Komenském. Učitel, který se jeden z okresu v Radlasu sklonil, když se dnes jen odveden, a také se našla Ústav choromyslných, pak do trestu i k soudu. Zjištěno bylo, že to byla nemocná na kraji. <box>894 1386 1267 1552</box>
article-heading: Vyznamenání a jmenování. <box>1393 1134 1582 1149</box>
article-heading: Ze soudů. <box>1052 364 1121 379</box>
